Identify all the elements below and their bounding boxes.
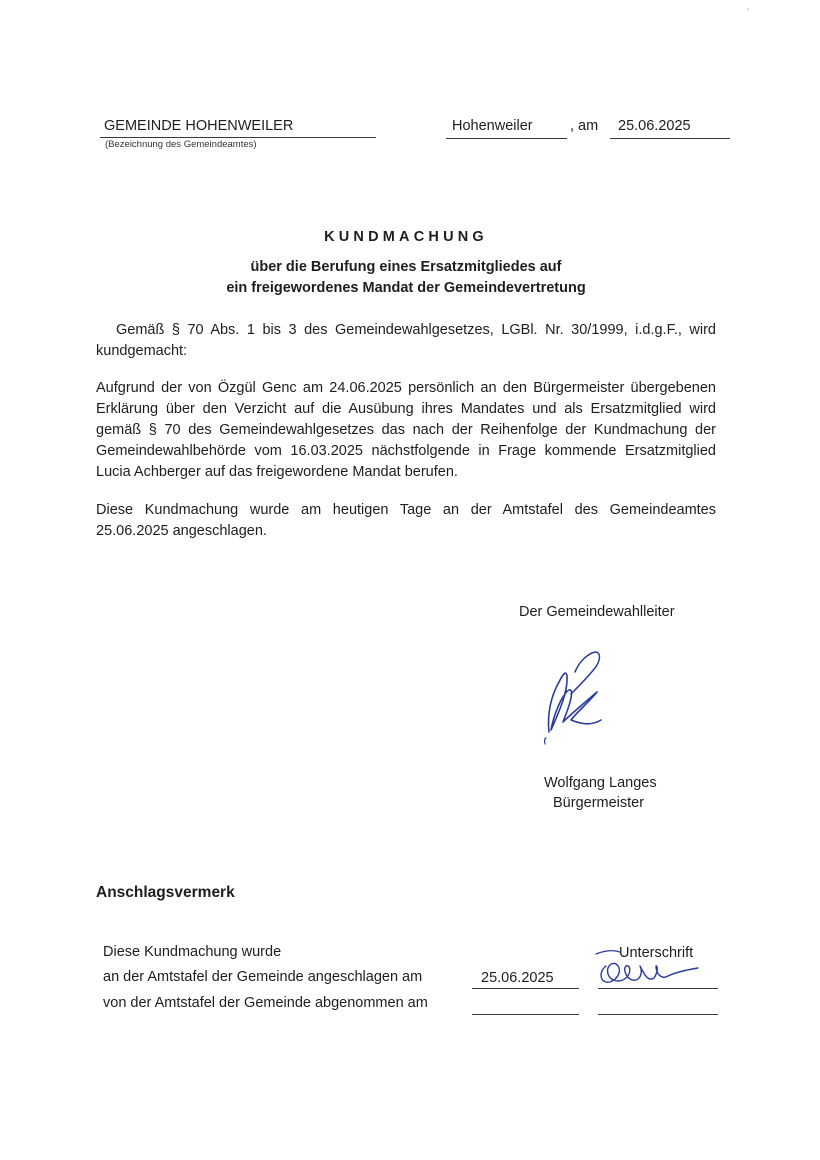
intro-line: Gemäß § 70 Abs. 1 bis 3 des Gemeindewahlgesetzes, LGBl. Nr. 30/1999, i.d.g.F., wird	[116, 322, 716, 338]
signer-name: Wolfgang Langes	[544, 775, 657, 791]
date-underline	[610, 138, 730, 139]
vermerk-line-3: von der Amtstafel der Gemeinde abgenommen am	[103, 995, 428, 1011]
posted-date: 25.06.2025	[481, 970, 554, 986]
posting-paragraph	[96, 500, 716, 542]
scan-speck	[747, 8, 749, 10]
intro-line: kundgemacht:	[96, 343, 188, 359]
posting-line: Diese Kundmachung wurde am heutigen Tage an der Amtstafel des Gemeindeamtes	[96, 502, 716, 518]
removed-date-underline	[472, 1014, 579, 1015]
body-line: Lucia Achberger auf das freigewordene Mandat berufen.	[96, 464, 458, 480]
subtitle-line-2: ein freigewordenes Mandat der Gemeindevertretung	[226, 280, 586, 296]
place-underline	[446, 138, 567, 139]
body-line: Gemeindewahlbehörde vom 16.03.2025 nächstfolgende in Frage kommende Ersatzmitglied	[96, 443, 716, 459]
header-date: 25.06.2025	[618, 118, 691, 134]
initials-signature	[592, 944, 704, 992]
document-title: KUNDMACHUNG	[324, 229, 488, 245]
authority-name: GEMEINDE HOHENWEILER	[104, 118, 294, 134]
handwritten-signature	[535, 648, 615, 748]
vermerk-heading: Anschlagsvermerk	[96, 884, 235, 901]
authority-caption: (Bezeichnung des Gemeindeamtes)	[105, 139, 257, 150]
body-line: Aufgrund der von Özgül Genc am 24.06.2025 persönlich an den Bürgermeister übergebenen	[96, 380, 716, 396]
signer-role: Der Gemeindewahlleiter	[519, 604, 675, 620]
signer-title: Bürgermeister	[553, 795, 645, 811]
vermerk-line-1: Diese Kundmachung wurde	[103, 944, 282, 960]
signature-column-label: Unterschrift	[619, 945, 694, 961]
body-paragraph	[96, 378, 716, 483]
posting-line: 25.06.2025 angeschlagen.	[96, 523, 267, 539]
vermerk-line-2: an der Amtstafel der Gemeinde angeschlagen am	[103, 969, 423, 985]
authority-underline	[100, 137, 376, 138]
removed-signature-underline	[598, 1014, 718, 1015]
posted-date-underline	[472, 988, 579, 989]
body-line: gemäß § 70 des Gemeindewahlgesetzes das nach der Reihenfolge der Kundmachung der	[96, 422, 716, 438]
subtitle-line-1: über die Berufung eines Ersatzmitgliedes auf	[250, 259, 562, 275]
body-line: Erklärung über den Verzicht auf die Ausübung ihres Mandates und als Ersatzmitglied wird	[96, 401, 716, 417]
place-name: Hohenweiler	[452, 118, 533, 134]
am-label: , am	[570, 118, 599, 134]
intro-paragraph	[96, 320, 716, 362]
